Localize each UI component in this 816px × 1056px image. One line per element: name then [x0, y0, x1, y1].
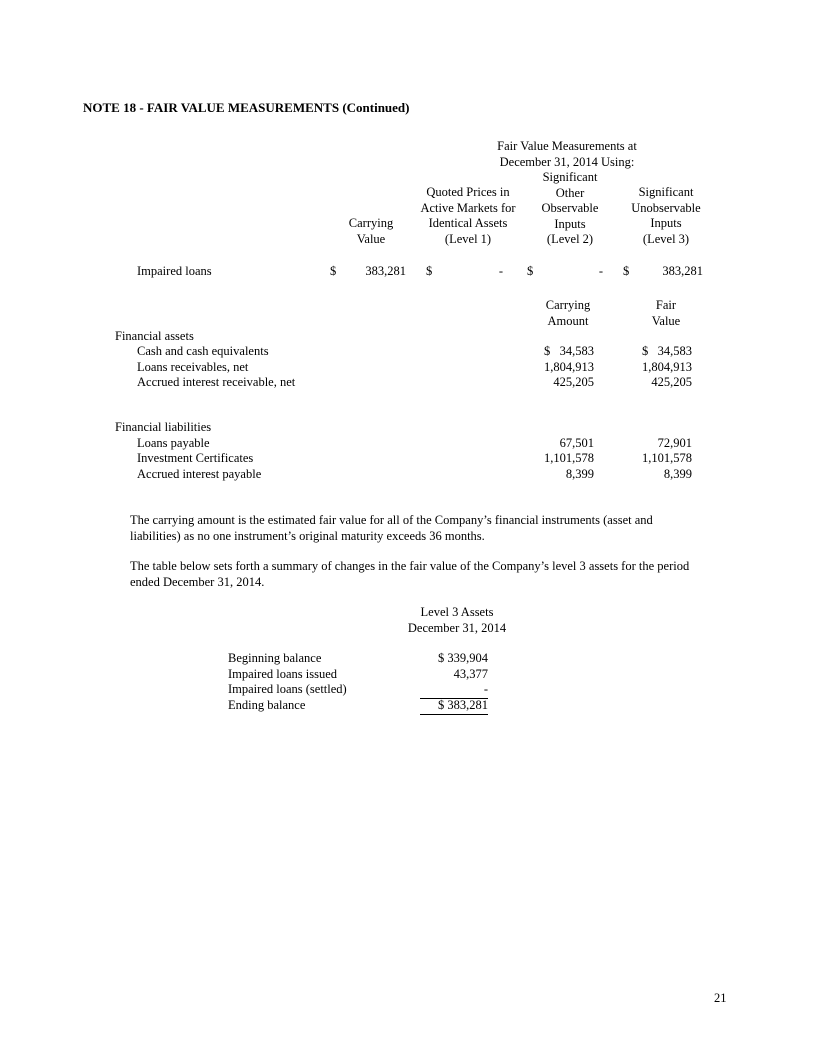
row-carrying-amount: 1,101,578 [544, 451, 594, 465]
row-label: Accrued interest receivable, net [137, 375, 296, 389]
fv-row-level3-cell [623, 264, 703, 280]
row-carrying-amount: 8,399 [565, 467, 594, 481]
fv-col-header-level1 [417, 185, 519, 247]
header-line: Inputs [554, 216, 586, 231]
header-line: Unobservable [631, 200, 701, 215]
paragraph-carrying-amount: The carrying amount is the estimated fair value for all of the Company’s financial instruments (asset and liabilities) as no one instrument’s original maturity exceeds 36 months. [130, 513, 653, 543]
level3-table-title [377, 605, 537, 636]
header-line: (Level 3) [642, 231, 690, 246]
row-label: Cash and cash equivalents [137, 344, 269, 358]
header-line: Fair [655, 298, 677, 312]
row-carrying-amount: 67,501 [559, 436, 594, 450]
section-title-financial-assets: Financial assets [115, 329, 194, 343]
page-number: 21 [714, 991, 727, 1005]
row-fair-value: 1,804,913 [642, 360, 692, 374]
paragraph-level3-summary: The table below sets forth a summary of changes in the fair value of the Company’s level 3 assets for the period ended December 31, 2014. [130, 559, 690, 589]
header-line: Significant [542, 170, 598, 184]
row-fair-value: $ 34,583 [642, 344, 692, 358]
level3-row-value: $ 339,904 [438, 651, 488, 665]
row-carrying-amount: 425,205 [553, 375, 594, 389]
header-line: Significant [638, 185, 694, 199]
fv-row-carrying-cell [330, 264, 406, 280]
cf-col-header-carrying [528, 298, 608, 329]
header-line: Identical Assets [428, 216, 508, 230]
fv-row-label: Impaired loans [137, 264, 212, 278]
row-label: Accrued interest payable [137, 467, 262, 481]
header-line: Amount [547, 313, 589, 328]
dollar-sign: $ [527, 264, 534, 278]
row-fair-value: 1,101,578 [642, 451, 692, 465]
row-fair-value: 72,901 [657, 436, 692, 450]
amount: - [598, 264, 603, 278]
fv-group-header-line1: Fair Value Measurements at [497, 139, 637, 153]
header-line: Quoted Prices in [426, 185, 510, 199]
fv-col-header-carrying [332, 216, 410, 247]
fv-row-level2-cell [527, 264, 603, 280]
page-title: NOTE 18 - FAIR VALUE MEASUREMENTS (Continued) [83, 100, 410, 115]
row-label: Investment Certificates [137, 451, 254, 465]
row-label: Loans receivables, net [137, 360, 249, 374]
cf-col-header-fair [626, 298, 706, 329]
header-line: Carrying [348, 216, 394, 230]
section-title-financial-liabilities: Financial liabilities [115, 420, 212, 434]
header-line: Observable [541, 201, 599, 215]
header-line: (Level 2) [546, 232, 594, 246]
dollar-sign: $ [426, 264, 433, 278]
level3-row-label: Ending balance [228, 698, 306, 712]
header-line: (Level 1) [444, 231, 492, 246]
dollar-sign: $ [330, 264, 337, 278]
header-line: Inputs [650, 216, 682, 230]
fv-group-header [418, 139, 716, 170]
header-line: Other [555, 185, 585, 200]
header-line: Value [356, 231, 386, 246]
level3-row-label: Impaired loans (settled) [228, 682, 347, 696]
header-line: Value [651, 313, 681, 328]
level3-row-label: Impaired loans issued [228, 667, 338, 681]
row-fair-value: 425,205 [651, 375, 692, 389]
amount: - [498, 264, 503, 278]
amount: 383,281 [662, 264, 703, 278]
row-fair-value: 8,399 [663, 467, 692, 481]
level3-row-value: - [420, 682, 488, 699]
row-label: Loans payable [137, 436, 210, 450]
fv-row-level1-cell [426, 264, 503, 280]
row-carrying-amount: $ 34,583 [544, 344, 594, 358]
fv-col-header-level3 [617, 185, 715, 247]
level3-title-line1: Level 3 Assets [420, 605, 494, 619]
amount: 383,281 [365, 264, 406, 278]
fv-col-header-level2 [521, 170, 619, 248]
level3-row-value: $ 383,281 [420, 698, 488, 715]
dollar-sign: $ [623, 264, 630, 278]
fv-group-header-line2: December 31, 2014 Using: [499, 154, 635, 169]
row-carrying-amount: 1,804,913 [544, 360, 594, 374]
level3-row-value: 43,377 [453, 667, 488, 681]
level3-title-line2: December 31, 2014 [407, 620, 507, 635]
header-line: Active Markets for [420, 200, 516, 215]
header-line: Carrying [545, 298, 591, 312]
level3-row-label: Beginning balance [228, 651, 322, 665]
